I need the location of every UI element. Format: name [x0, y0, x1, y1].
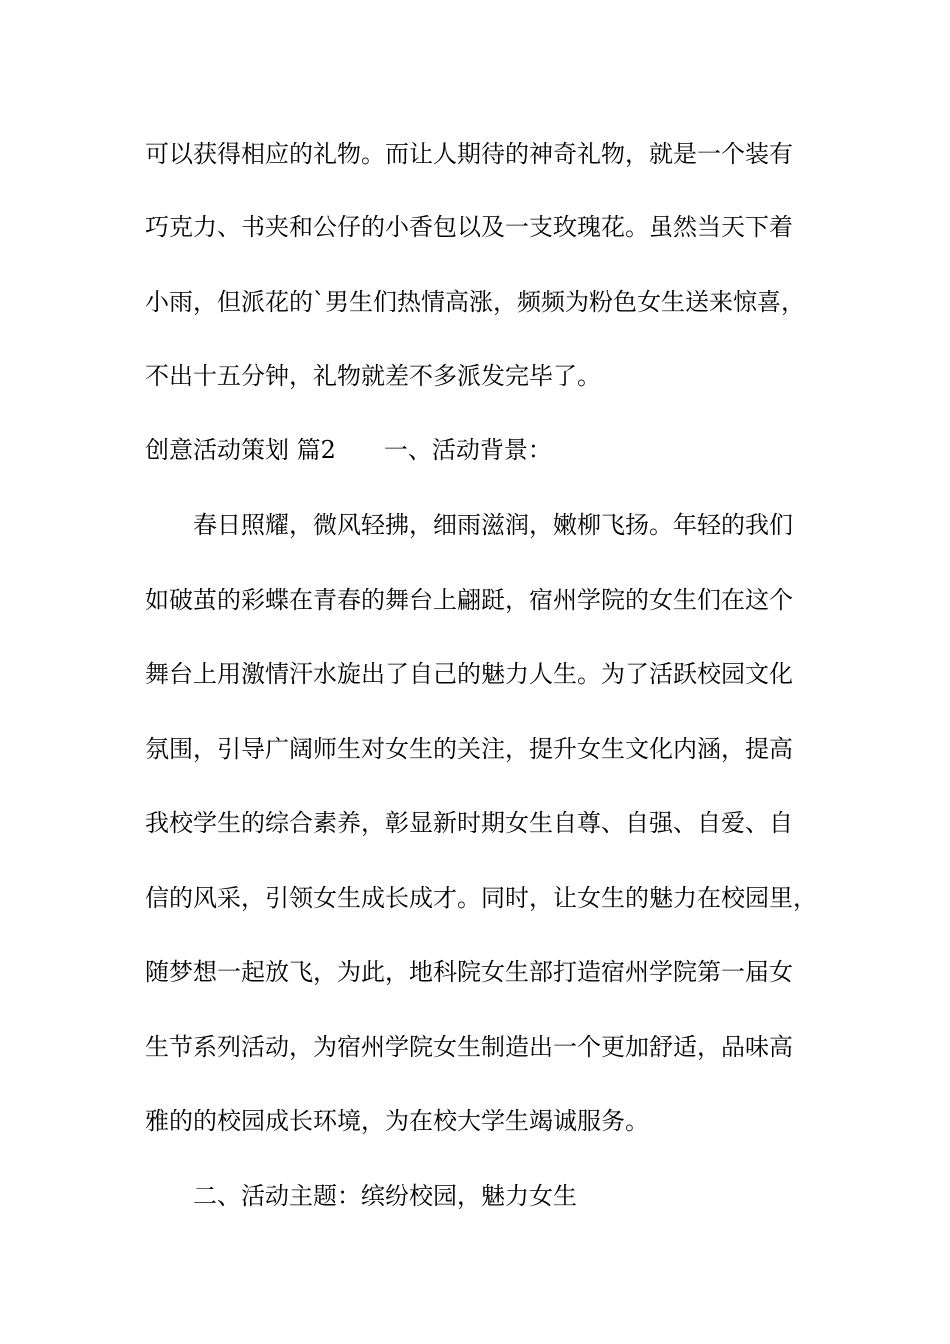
body-text-line: 信的风采，引领女生成长成才。同时，让女生的魅力在校园里， — [145, 884, 817, 912]
body-text-line: 生节系列活动，为宿州学院女生制造出一个更加舒适，品味高 — [145, 1033, 793, 1061]
body-text-line: 随梦想一起放飞，为此，地科院女生部打造宿州学院第一届女 — [145, 958, 793, 986]
body-text-line: 舞台上用激情汗水旋出了自己的魅力人生。为了活跃校园文化 — [145, 660, 793, 688]
body-text-line: 不出十五分钟，礼物就差不多派发完毕了。 — [145, 362, 601, 390]
body-text-line: 雅的的校园成长环境，为在校大学生竭诚服务。 — [145, 1107, 649, 1135]
body-text-line: 可以获得相应的礼物。而让人期待的神奇礼物，就是一个装有 — [145, 140, 793, 168]
body-text-line: 我校学生的综合素养，彰显新时期女生自尊、自强、自爱、自 — [145, 809, 793, 837]
body-text-line: 如破茧的彩蝶在青春的舞台上翩跹，宿州学院的女生们在这个 — [145, 586, 793, 614]
body-text-line: 氛围，引导广阔师生对女生的关注，提升女生文化内涵，提高 — [145, 735, 793, 763]
body-text-line: 小雨，但派花的`男生们热情高涨，频频为粉色女生送来惊喜， — [145, 288, 805, 316]
subheading-line: 二、活动主题：缤纷校园，魅力女生 — [193, 1182, 577, 1210]
section-subheading: 一、活动背景： — [383, 436, 552, 464]
section-heading — [145, 435, 835, 465]
body-text-line: 春日照耀，微风轻拂，细雨滋润，嫩柳飞扬。年轻的我们 — [193, 511, 793, 539]
body-text-line: 巧克力、书夹和公仔的小香包以及一支玫瑰花。虽然当天下着 — [145, 213, 793, 241]
section-title: 创意活动策划 篇2 — [145, 436, 336, 464]
